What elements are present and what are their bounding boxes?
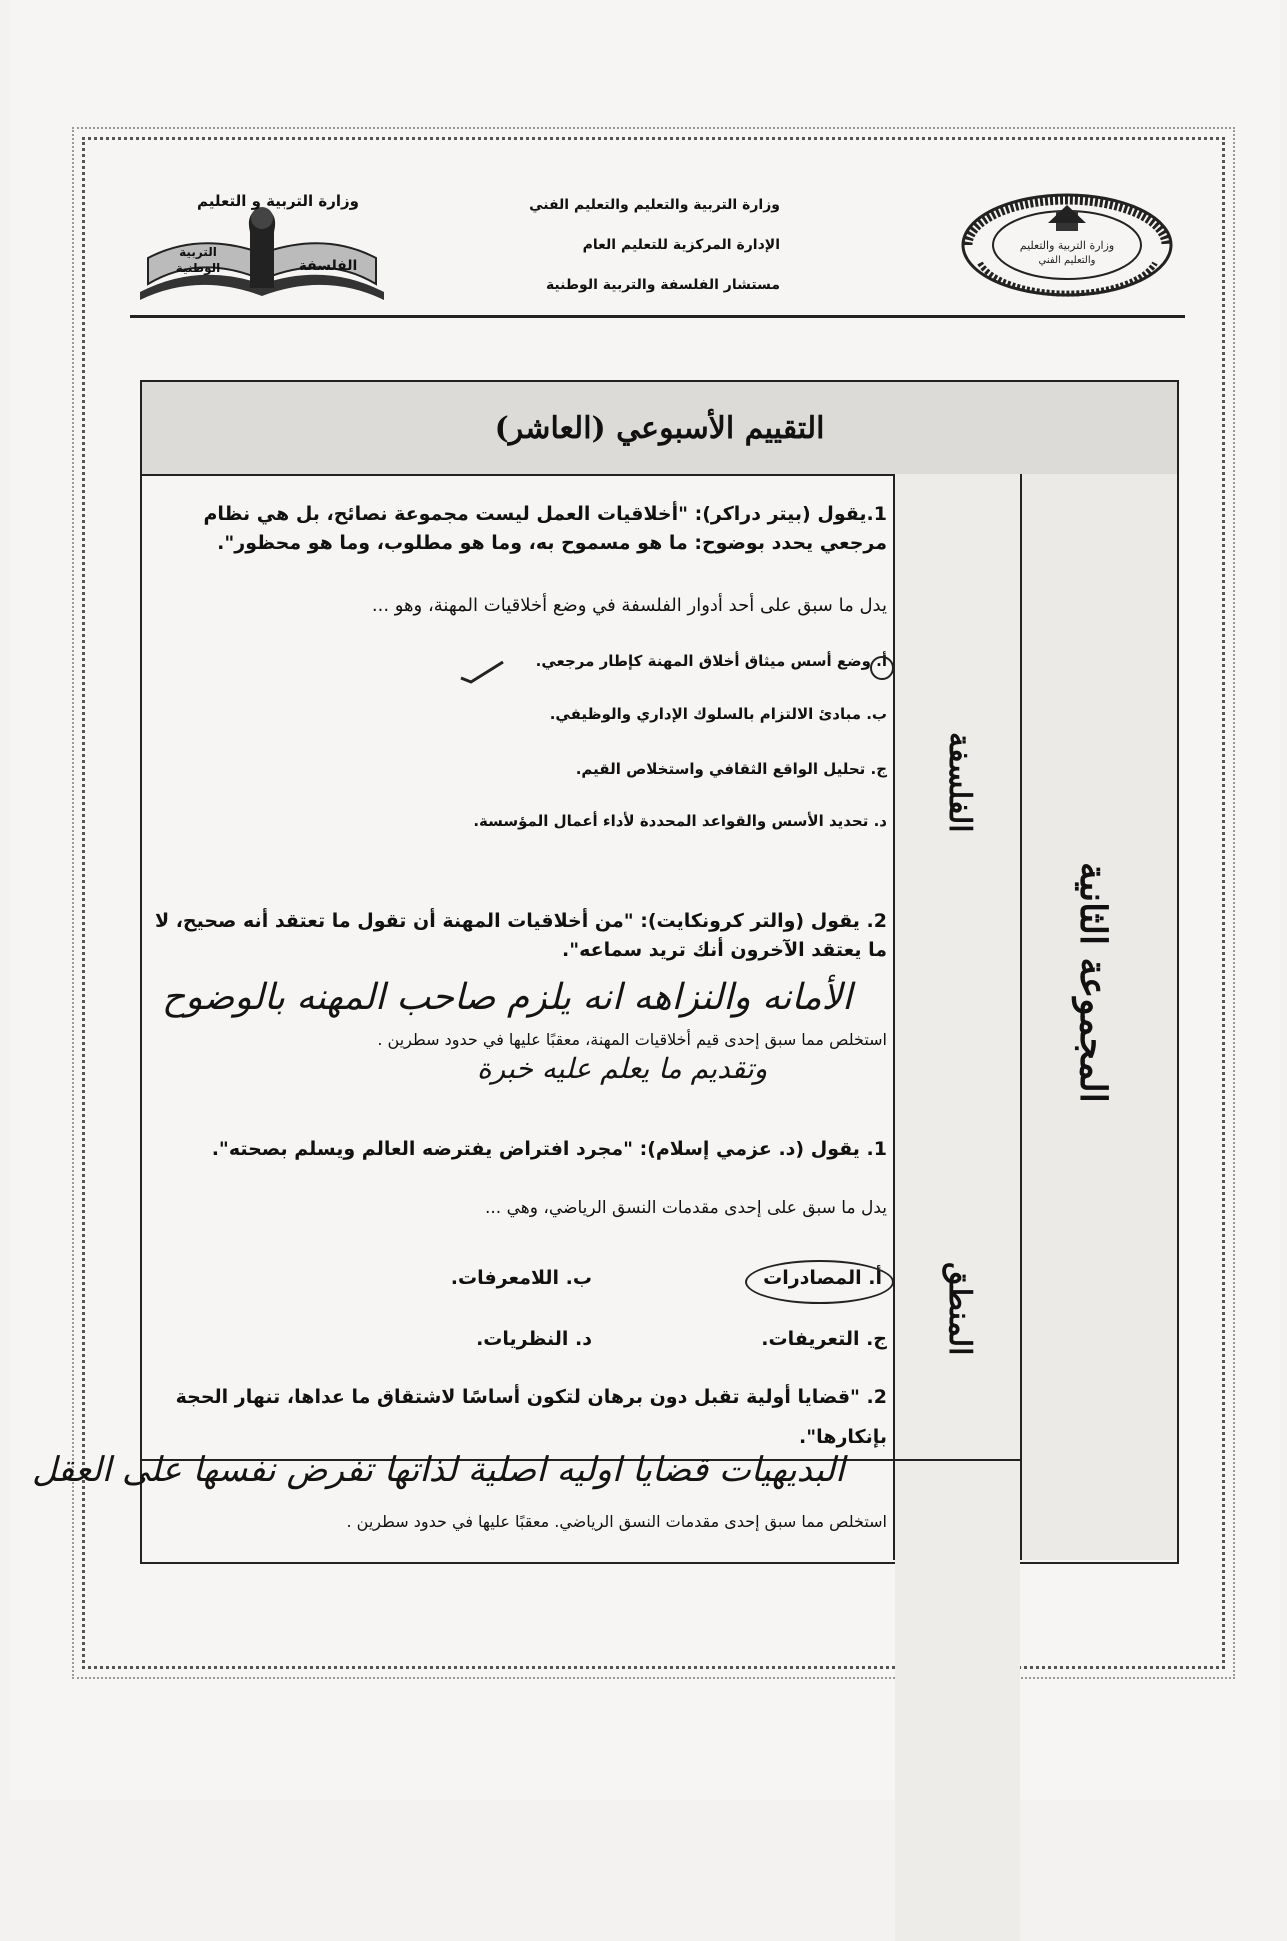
philosophy-book-logo-icon: [138, 192, 386, 304]
logic-q2-prompt: استخلص مما سبق إحدى مقدمات النسق الرياضي. معقبًا عليها في حدود سطرين .: [346, 1512, 887, 1531]
logic-q1-option-d: د. النظريات.: [476, 1328, 592, 1350]
checkmark-icon: [457, 658, 507, 684]
ministry-line-3: مستشار الفلسفة والتربية الوطنية: [545, 277, 780, 293]
ministry-line-1: وزارة التربية والتعليم والتعليم الفني: [529, 197, 780, 213]
subject-label-philosophy: الفلسفة: [942, 732, 977, 833]
ministry-line-2: الإدارة المركزية للتعليم العام: [582, 237, 780, 253]
subject-label-logic: المنطق: [942, 1262, 977, 1356]
header-divider: [130, 315, 1185, 318]
handwritten-answer-line-1: الأمانه والنزاهه انه يلزم صاحب المهنه بالوضوح: [162, 977, 853, 1018]
svg-text:الوطنية: الوطنية: [175, 261, 221, 275]
group-divider: [1020, 474, 1022, 1560]
logic-q1-option-a: أ. المصادرات: [763, 1267, 882, 1289]
philosophy-q1-option-b: ب. مبادئ الالتزام بالسلوك الإداري والوظيفي.: [549, 705, 887, 723]
subject-column-logic: [895, 1461, 1020, 1941]
handwritten-answer-line-2: وتقديم ما يعلم عليه خبرة: [477, 1052, 768, 1085]
answer-circle-mark: [870, 656, 894, 680]
svg-text:وزارة التربية والتعليم: وزارة التربية والتعليم: [1019, 239, 1115, 252]
ministry-seal-icon: [960, 193, 1175, 298]
logic-q1-prompt: يدل ما سبق على إحدى مقدمات النسق الرياضي، وهي ...: [484, 1198, 887, 1218]
svg-text:الفلسفة: الفلسفة: [298, 258, 358, 274]
title-row: [142, 382, 1177, 476]
group-label: المجموعة الثانية: [1072, 862, 1114, 1103]
assessment-title: التقييم الأسبوعي (العاشر): [494, 410, 825, 446]
philosophy-q1-prompt: يدل ما سبق على أحد أدوار الفلسفة في وضع أخلاقيات المهنة، وهو ...: [371, 595, 887, 616]
philosophy-q1-text: 1.يقول (بيتر دراكر): "أخلاقيات العمل ليست مجموعة نصائح، بل هي نظام مرجعي يحدد بوضوح: ما هو مسموح به، وما هو مطلوب، وما هو محظور".: [203, 503, 887, 555]
logic-q1-option-c: ج. التعريفات.: [761, 1328, 887, 1350]
svg-text:والتعليم الفني: والتعليم الفني: [1038, 255, 1096, 266]
philosophy-q1-option-d: د. تحديد الأسس والقواعد المحددة لأداء أعمال المؤسسة.: [473, 812, 887, 830]
assessment-table: [32, 380, 1179, 1564]
svg-text:التربية: التربية: [179, 245, 217, 259]
philosophy-q2-text: 2. يقول (والتر كرونكايت): "من أخلاقيات المهنة أن تقول ما تعتقد أنه صحيح، لا ما يعتقد الآخرون أنك تريد سماعه".: [154, 910, 887, 962]
subject-divider: [893, 474, 895, 1560]
logic-q1-option-b: ب. اللامعرفات.: [450, 1267, 592, 1289]
logic-q2-text: 2. "قضايا أولية تقبل دون برهان لتكون أساسًا لاشتقاق ما عداها، تنهار الحجة بإنكارها".: [175, 1386, 887, 1448]
ministry-header-text: [500, 185, 780, 305]
exam-sheet: [10, 0, 1280, 1800]
handwritten-answer-logic: البديهيات قضايا اوليه اصلية لذاتها تفرض نفسها على العقل: [32, 1450, 845, 1490]
philosophy-q1-option-c: ج. تحليل الواقع الثقافي واستخلاص القيم.: [575, 760, 887, 778]
philosophy-q2-prompt: استخلص مما سبق إحدى قيم أخلاقيات المهنة، معقبًا عليها في حدود سطرين .: [377, 1030, 887, 1049]
svg-text:وزارة التربية و التعليم: وزارة التربية و التعليم: [196, 192, 360, 210]
logic-q1-text: 1. يقول (د. عزمي إسلام): "مجرد افتراض يفترضه العالم ويسلم بصحته".: [211, 1138, 887, 1160]
philosophy-q1-option-a: أ. وضع أسس ميثاق أخلاق المهنة كإطار مرجعي.: [535, 652, 887, 670]
answer-circle-mark: [745, 1260, 894, 1304]
